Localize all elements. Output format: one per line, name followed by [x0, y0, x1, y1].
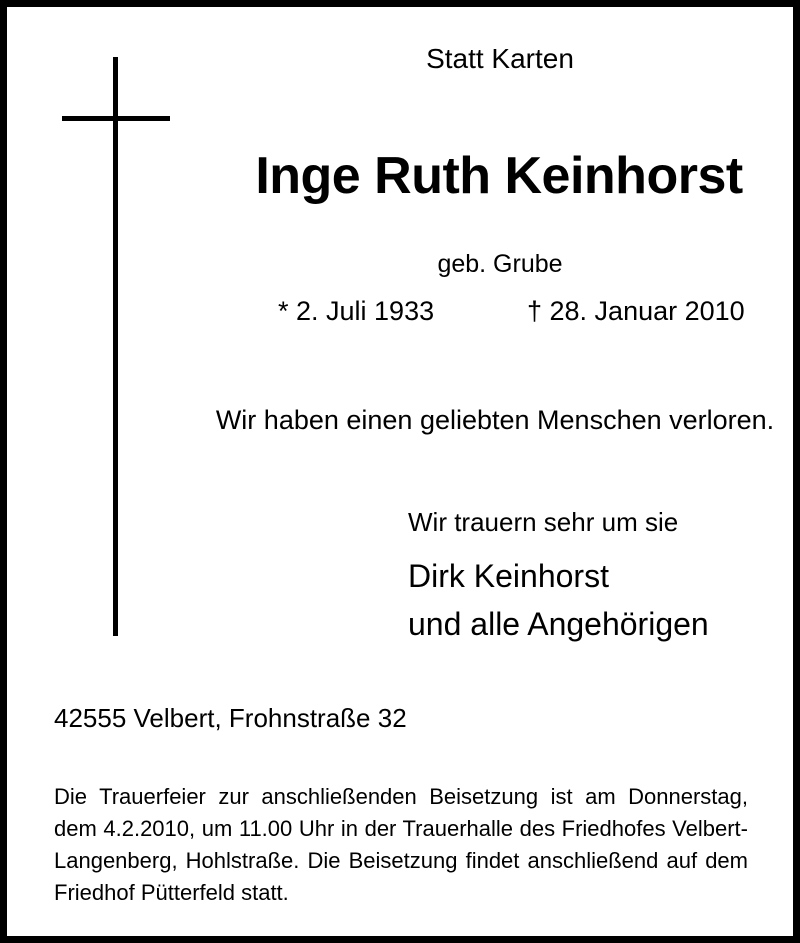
death-date: † 28. Januar 2010	[527, 296, 745, 326]
birth-date: * 2. Juli 1933	[278, 296, 435, 326]
mourn-line: Wir trauern sehr um sie	[408, 507, 679, 537]
header-text: Statt Karten	[426, 43, 574, 74]
lost-line: Wir haben einen geliebten Menschen verloren.	[215, 405, 775, 435]
funeral-info: Die Trauerfeier zur anschließenden Beisetzung ist am Donnerstag, dem 4.2.2010, um 11.00 Uhr in der Trauerhalle des Friedhofes Velbert-Langenberg, Hohlstraße. Die Beisetzung findet anschließend auf dem Friedhof Pütterfeld statt.	[54, 784, 748, 905]
mourner-relatives: und alle Angehörigen	[408, 606, 709, 642]
cross-horizontal-bar	[62, 116, 170, 121]
address: 42555 Velbert, Frohnstraße 32	[54, 703, 407, 733]
deceased-name: Inge Ruth Keinhorst	[255, 147, 743, 205]
maiden-name: geb. Grube	[437, 250, 563, 278]
cross-vertical-bar	[113, 57, 118, 636]
mourner-name: Dirk Keinhorst	[408, 558, 609, 594]
